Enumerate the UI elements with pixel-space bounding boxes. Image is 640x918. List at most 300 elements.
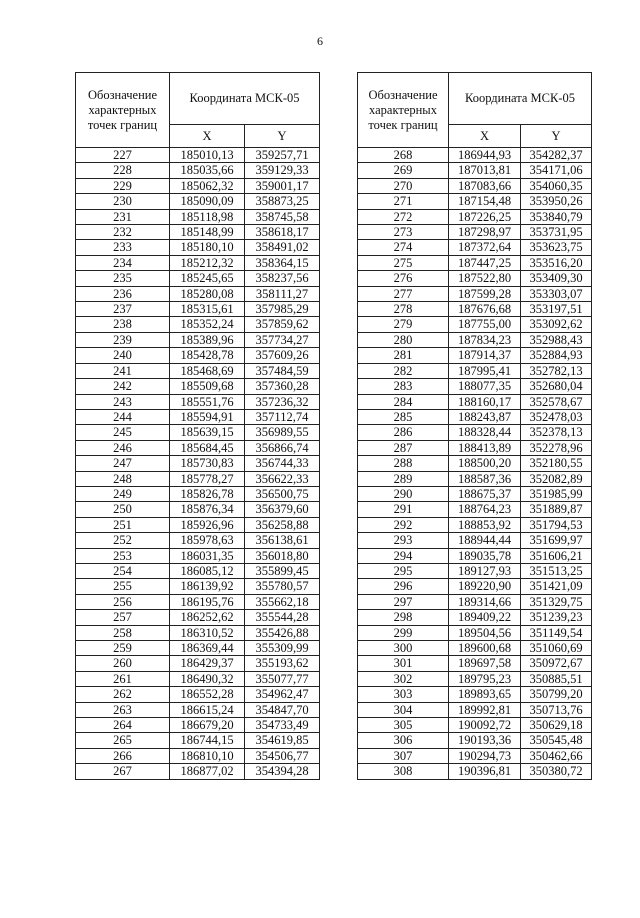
table-row: [76, 286, 320, 301]
table-row: [76, 702, 320, 717]
point-number-cell: 256: [76, 594, 170, 609]
y-coordinate-cell: 359257,71: [245, 148, 320, 163]
y-coordinate-cell: 353197,51: [521, 302, 592, 317]
point-number-cell: 262: [76, 687, 170, 702]
point-number-cell: 232: [76, 225, 170, 240]
x-coordinate-cell: 188764,23: [449, 502, 521, 517]
table-row: [358, 641, 592, 656]
table-row: [358, 563, 592, 578]
table-row: [358, 718, 592, 733]
point-number-cell: 239: [76, 332, 170, 347]
point-number-cell: 285: [358, 409, 449, 424]
y-coordinate-cell: 351606,21: [521, 548, 592, 563]
y-coordinate-cell: 351060,69: [521, 641, 592, 656]
x-coordinate-cell: 185352,24: [170, 317, 245, 332]
table-row: [358, 194, 592, 209]
x-coordinate-cell: 186744,15: [170, 733, 245, 748]
point-number-cell: 258: [76, 625, 170, 640]
point-number-cell: 295: [358, 563, 449, 578]
table-row: [358, 610, 592, 625]
x-coordinate-cell: 188944,44: [449, 533, 521, 548]
y-coordinate-cell: 358873,25: [245, 194, 320, 209]
point-number-cell: 250: [76, 502, 170, 517]
x-coordinate-cell: 189127,93: [449, 563, 521, 578]
table-row: [76, 425, 320, 440]
x-coordinate-cell: 185010,13: [170, 148, 245, 163]
y-coordinate-cell: 353409,30: [521, 271, 592, 286]
table-row: [358, 687, 592, 702]
x-coordinate-cell: 187755,00: [449, 317, 521, 332]
y-coordinate-cell: 354171,06: [521, 163, 592, 178]
x-coordinate-cell: 185551,76: [170, 394, 245, 409]
table-row: [76, 409, 320, 424]
table-row: [358, 178, 592, 193]
x-coordinate-cell: 186195,76: [170, 594, 245, 609]
point-number-cell: 307: [358, 748, 449, 763]
x-coordinate-cell: 187599,28: [449, 286, 521, 301]
table-row: [76, 594, 320, 609]
table-row: [358, 286, 592, 301]
point-number-cell: 304: [358, 702, 449, 717]
point-number-cell: 305: [358, 718, 449, 733]
x-coordinate-cell: 186369,44: [170, 641, 245, 656]
table-row: [358, 240, 592, 255]
table-row: [358, 671, 592, 686]
y-coordinate-cell: 350972,67: [521, 656, 592, 671]
table-row: [76, 225, 320, 240]
point-number-cell: 231: [76, 209, 170, 224]
table-row: [358, 379, 592, 394]
y-coordinate-cell: 358364,15: [245, 255, 320, 270]
y-coordinate-cell: 350545,48: [521, 733, 592, 748]
y-coordinate-cell: 356744,33: [245, 456, 320, 471]
x-coordinate-cell: 185684,45: [170, 440, 245, 455]
y-coordinate-cell: 351329,75: [521, 594, 592, 609]
y-coordinate-cell: 352578,67: [521, 394, 592, 409]
table-row: [358, 594, 592, 609]
table-row: [358, 440, 592, 455]
point-number-cell: 237: [76, 302, 170, 317]
table-row: [76, 533, 320, 548]
table-row: [358, 748, 592, 763]
table-row: [358, 456, 592, 471]
point-designation-header: Обозначение характерных точек границ: [76, 73, 170, 148]
x-coordinate-cell: 187522,80: [449, 271, 521, 286]
point-number-cell: 251: [76, 517, 170, 532]
y-coordinate-cell: 350462,66: [521, 748, 592, 763]
y-coordinate-cell: 354060,35: [521, 178, 592, 193]
y-coordinate-cell: 357985,29: [245, 302, 320, 317]
x-coordinate-cell: 188077,35: [449, 379, 521, 394]
table-row: [76, 271, 320, 286]
y-coordinate-cell: 355193,62: [245, 656, 320, 671]
x-coordinate-cell: 190396,81: [449, 764, 521, 779]
x-coordinate-cell: 185594,91: [170, 409, 245, 424]
point-number-cell: 288: [358, 456, 449, 471]
x-coordinate-cell: 189035,78: [449, 548, 521, 563]
x-coordinate-cell: 189504,56: [449, 625, 521, 640]
table-row: [76, 255, 320, 270]
x-coordinate-cell: 186085,12: [170, 563, 245, 578]
x-coordinate-cell: 186552,28: [170, 687, 245, 702]
table-row: [358, 486, 592, 501]
x-coordinate-cell: 186615,24: [170, 702, 245, 717]
y-coordinate-cell: 352680,04: [521, 379, 592, 394]
x-coordinate-cell: 190294,73: [449, 748, 521, 763]
x-coordinate-cell: 185639,15: [170, 425, 245, 440]
table-row: [76, 209, 320, 224]
y-coordinate-cell: 358491,02: [245, 240, 320, 255]
x-coordinate-cell: 188328,44: [449, 425, 521, 440]
x-coordinate-cell: 187995,41: [449, 363, 521, 378]
y-coordinate-cell: 351889,87: [521, 502, 592, 517]
y-coordinate-cell: 350713,76: [521, 702, 592, 717]
y-coordinate-cell: 353623,75: [521, 240, 592, 255]
table-row: [76, 240, 320, 255]
y-coordinate-cell: 358618,17: [245, 225, 320, 240]
x-coordinate-cell: 187154,48: [449, 194, 521, 209]
x-coordinate-cell: 185826,78: [170, 486, 245, 501]
x-column-header: X: [449, 125, 521, 148]
table-row: [76, 610, 320, 625]
point-number-cell: 240: [76, 348, 170, 363]
point-number-cell: 249: [76, 486, 170, 501]
y-coordinate-cell: 355077,77: [245, 671, 320, 686]
x-coordinate-cell: 185212,32: [170, 255, 245, 270]
x-coordinate-cell: 190193,36: [449, 733, 521, 748]
table-row: [76, 348, 320, 363]
table-row: [76, 641, 320, 656]
x-coordinate-cell: 185315,61: [170, 302, 245, 317]
coordinates-table-left: [75, 72, 320, 780]
table-row: [358, 548, 592, 563]
x-coordinate-cell: 186429,37: [170, 656, 245, 671]
x-coordinate-cell: 187914,37: [449, 348, 521, 363]
y-coordinate-cell: 354962,47: [245, 687, 320, 702]
point-number-cell: 238: [76, 317, 170, 332]
x-coordinate-cell: 185180,10: [170, 240, 245, 255]
y-coordinate-cell: 356138,61: [245, 533, 320, 548]
point-number-cell: 292: [358, 517, 449, 532]
y-coordinate-cell: 353303,07: [521, 286, 592, 301]
x-coordinate-cell: 187013,81: [449, 163, 521, 178]
point-number-cell: 255: [76, 579, 170, 594]
point-number-cell: 296: [358, 579, 449, 594]
y-coordinate-cell: 357360,28: [245, 379, 320, 394]
x-coordinate-cell: 188500,20: [449, 456, 521, 471]
y-coordinate-cell: 354506,77: [245, 748, 320, 763]
x-coordinate-cell: 189795,23: [449, 671, 521, 686]
table-row: [76, 471, 320, 486]
point-number-cell: 242: [76, 379, 170, 394]
x-coordinate-cell: 186310,52: [170, 625, 245, 640]
table-row: [76, 194, 320, 209]
point-number-cell: 254: [76, 563, 170, 578]
point-number-cell: 273: [358, 225, 449, 240]
point-number-cell: 267: [76, 764, 170, 779]
table-row: [76, 440, 320, 455]
point-number-cell: 243: [76, 394, 170, 409]
point-number-cell: 236: [76, 286, 170, 301]
table-row: [76, 625, 320, 640]
x-coordinate-cell: 185062,32: [170, 178, 245, 193]
table-row: [76, 332, 320, 347]
table-row: [358, 332, 592, 347]
point-number-cell: 246: [76, 440, 170, 455]
point-number-cell: 235: [76, 271, 170, 286]
y-coordinate-cell: 356379,60: [245, 502, 320, 517]
x-coordinate-cell: 188675,37: [449, 486, 521, 501]
y-coordinate-cell: 353950,26: [521, 194, 592, 209]
y-coordinate-cell: 356500,75: [245, 486, 320, 501]
y-coordinate-cell: 351149,54: [521, 625, 592, 640]
y-coordinate-cell: 355309,99: [245, 641, 320, 656]
y-coordinate-cell: 359129,33: [245, 163, 320, 178]
y-coordinate-cell: 356018,80: [245, 548, 320, 563]
y-coordinate-cell: 358111,27: [245, 286, 320, 301]
table-row: [76, 486, 320, 501]
x-coordinate-cell: 189697,58: [449, 656, 521, 671]
table-row: [76, 163, 320, 178]
table-row: [76, 317, 320, 332]
y-coordinate-cell: 353516,20: [521, 255, 592, 270]
point-number-cell: 259: [76, 641, 170, 656]
point-number-cell: 293: [358, 533, 449, 548]
point-number-cell: 297: [358, 594, 449, 609]
point-number-cell: 290: [358, 486, 449, 501]
table-row: [358, 733, 592, 748]
x-coordinate-cell: 186139,92: [170, 579, 245, 594]
table-row: [76, 363, 320, 378]
y-coordinate-cell: 352884,93: [521, 348, 592, 363]
point-number-cell: 277: [358, 286, 449, 301]
x-coordinate-cell: 188413,89: [449, 440, 521, 455]
table-row: [76, 748, 320, 763]
table-row: [358, 425, 592, 440]
x-coordinate-cell: 186877,02: [170, 764, 245, 779]
point-number-cell: 260: [76, 656, 170, 671]
y-coordinate-cell: 352082,89: [521, 471, 592, 486]
y-coordinate-cell: 356258,88: [245, 517, 320, 532]
table-row: [76, 563, 320, 578]
x-column-header: X: [170, 125, 245, 148]
table-row: [358, 517, 592, 532]
y-coordinate-cell: 350885,51: [521, 671, 592, 686]
y-coordinate-cell: 357859,62: [245, 317, 320, 332]
point-number-cell: 227: [76, 148, 170, 163]
point-number-cell: 275: [358, 255, 449, 270]
x-coordinate-cell: 186810,10: [170, 748, 245, 763]
point-number-cell: 283: [358, 379, 449, 394]
point-number-cell: 286: [358, 425, 449, 440]
y-coordinate-cell: 350629,18: [521, 718, 592, 733]
table-body-left: [76, 148, 320, 780]
table-row: [358, 255, 592, 270]
point-number-cell: 263: [76, 702, 170, 717]
y-column-header: Y: [521, 125, 592, 148]
x-coordinate-cell: 185468,69: [170, 363, 245, 378]
coordinates-table-right: [357, 72, 592, 780]
y-coordinate-cell: 351794,53: [521, 517, 592, 532]
point-number-cell: 270: [358, 178, 449, 193]
table-row: [76, 687, 320, 702]
y-coordinate-cell: 357112,74: [245, 409, 320, 424]
x-coordinate-cell: 190092,72: [449, 718, 521, 733]
y-coordinate-cell: 350799,20: [521, 687, 592, 702]
x-coordinate-cell: 189314,66: [449, 594, 521, 609]
x-coordinate-cell: 185090,09: [170, 194, 245, 209]
y-coordinate-cell: 352988,43: [521, 332, 592, 347]
point-number-cell: 268: [358, 148, 449, 163]
x-coordinate-cell: 185389,96: [170, 332, 245, 347]
point-number-cell: 245: [76, 425, 170, 440]
table-row: [76, 379, 320, 394]
table-row: [76, 733, 320, 748]
x-coordinate-cell: 186679,20: [170, 718, 245, 733]
table-row: [358, 702, 592, 717]
point-number-cell: 302: [358, 671, 449, 686]
y-coordinate-cell: 355780,57: [245, 579, 320, 594]
point-number-cell: 306: [358, 733, 449, 748]
y-coordinate-cell: 352782,13: [521, 363, 592, 378]
x-coordinate-cell: 187834,23: [449, 332, 521, 347]
x-coordinate-cell: 188587,36: [449, 471, 521, 486]
point-number-cell: 291: [358, 502, 449, 517]
y-coordinate-cell: 354733,49: [245, 718, 320, 733]
y-coordinate-cell: 356866,74: [245, 440, 320, 455]
point-number-cell: 247: [76, 456, 170, 471]
x-coordinate-cell: 185926,96: [170, 517, 245, 532]
y-coordinate-cell: 354847,70: [245, 702, 320, 717]
y-coordinate-cell: 355544,28: [245, 610, 320, 625]
table-row: [76, 178, 320, 193]
point-number-cell: 287: [358, 440, 449, 455]
page-number: 6: [317, 34, 323, 48]
x-coordinate-cell: 187447,25: [449, 255, 521, 270]
point-number-cell: 282: [358, 363, 449, 378]
table-row: [358, 533, 592, 548]
x-coordinate-cell: 185280,08: [170, 286, 245, 301]
y-coordinate-cell: 353840,79: [521, 209, 592, 224]
point-number-cell: 230: [76, 194, 170, 209]
point-number-cell: 308: [358, 764, 449, 779]
point-number-cell: 269: [358, 163, 449, 178]
table-row: [76, 148, 320, 163]
x-coordinate-cell: 187372,64: [449, 240, 521, 255]
x-coordinate-cell: 186252,62: [170, 610, 245, 625]
table-row: [358, 317, 592, 332]
y-coordinate-cell: 357484,59: [245, 363, 320, 378]
y-coordinate-cell: 357609,26: [245, 348, 320, 363]
point-number-cell: 234: [76, 255, 170, 270]
x-coordinate-cell: 188853,92: [449, 517, 521, 532]
x-coordinate-cell: 185245,65: [170, 271, 245, 286]
coordinate-system-header: Координата МСК-05: [449, 73, 592, 125]
table-row: [358, 209, 592, 224]
point-number-cell: 279: [358, 317, 449, 332]
table-row: [76, 302, 320, 317]
table-row: [76, 502, 320, 517]
x-coordinate-cell: 185148,99: [170, 225, 245, 240]
x-coordinate-cell: 186490,32: [170, 671, 245, 686]
point-number-cell: 252: [76, 533, 170, 548]
x-coordinate-cell: 187298,97: [449, 225, 521, 240]
point-number-cell: 265: [76, 733, 170, 748]
point-number-cell: 271: [358, 194, 449, 209]
y-coordinate-cell: 358237,56: [245, 271, 320, 286]
point-number-cell: 281: [358, 348, 449, 363]
table-row: [358, 302, 592, 317]
y-coordinate-cell: 355899,45: [245, 563, 320, 578]
table-row: [358, 471, 592, 486]
x-coordinate-cell: 189220,90: [449, 579, 521, 594]
x-coordinate-cell: 189893,65: [449, 687, 521, 702]
y-coordinate-cell: 353731,95: [521, 225, 592, 240]
point-number-cell: 261: [76, 671, 170, 686]
y-column-header: Y: [245, 125, 320, 148]
y-coordinate-cell: 352278,96: [521, 440, 592, 455]
point-number-cell: 301: [358, 656, 449, 671]
point-number-cell: 244: [76, 409, 170, 424]
point-number-cell: 278: [358, 302, 449, 317]
x-coordinate-cell: 185876,34: [170, 502, 245, 517]
y-coordinate-cell: 356989,55: [245, 425, 320, 440]
point-number-cell: 289: [358, 471, 449, 486]
point-number-cell: 298: [358, 610, 449, 625]
x-coordinate-cell: 187083,66: [449, 178, 521, 193]
y-coordinate-cell: 354282,37: [521, 148, 592, 163]
y-coordinate-cell: 358745,58: [245, 209, 320, 224]
x-coordinate-cell: 186944,93: [449, 148, 521, 163]
table-row: [358, 271, 592, 286]
x-coordinate-cell: 188243,87: [449, 409, 521, 424]
point-number-cell: 228: [76, 163, 170, 178]
point-number-cell: 264: [76, 718, 170, 733]
y-coordinate-cell: 351513,25: [521, 563, 592, 578]
table-row: [76, 656, 320, 671]
point-number-cell: 272: [358, 209, 449, 224]
x-coordinate-cell: 189600,68: [449, 641, 521, 656]
point-number-cell: 233: [76, 240, 170, 255]
y-coordinate-cell: 353092,62: [521, 317, 592, 332]
x-coordinate-cell: 185428,78: [170, 348, 245, 363]
table-row: [358, 148, 592, 163]
point-number-cell: 300: [358, 641, 449, 656]
y-coordinate-cell: 351421,09: [521, 579, 592, 594]
x-coordinate-cell: 189992,81: [449, 702, 521, 717]
table-row: [76, 456, 320, 471]
point-number-cell: 299: [358, 625, 449, 640]
y-coordinate-cell: 357734,27: [245, 332, 320, 347]
point-number-cell: 241: [76, 363, 170, 378]
x-coordinate-cell: 186031,35: [170, 548, 245, 563]
table-row: [76, 718, 320, 733]
point-number-cell: 274: [358, 240, 449, 255]
y-coordinate-cell: 351699,97: [521, 533, 592, 548]
y-coordinate-cell: 352478,03: [521, 409, 592, 424]
table-row: [358, 163, 592, 178]
x-coordinate-cell: 189409,22: [449, 610, 521, 625]
table-row: [358, 656, 592, 671]
table-row: [76, 671, 320, 686]
y-coordinate-cell: 351239,23: [521, 610, 592, 625]
y-coordinate-cell: 357236,32: [245, 394, 320, 409]
point-number-cell: 284: [358, 394, 449, 409]
point-number-cell: 257: [76, 610, 170, 625]
table-row: [76, 517, 320, 532]
table-row: [358, 225, 592, 240]
table-row: [358, 363, 592, 378]
